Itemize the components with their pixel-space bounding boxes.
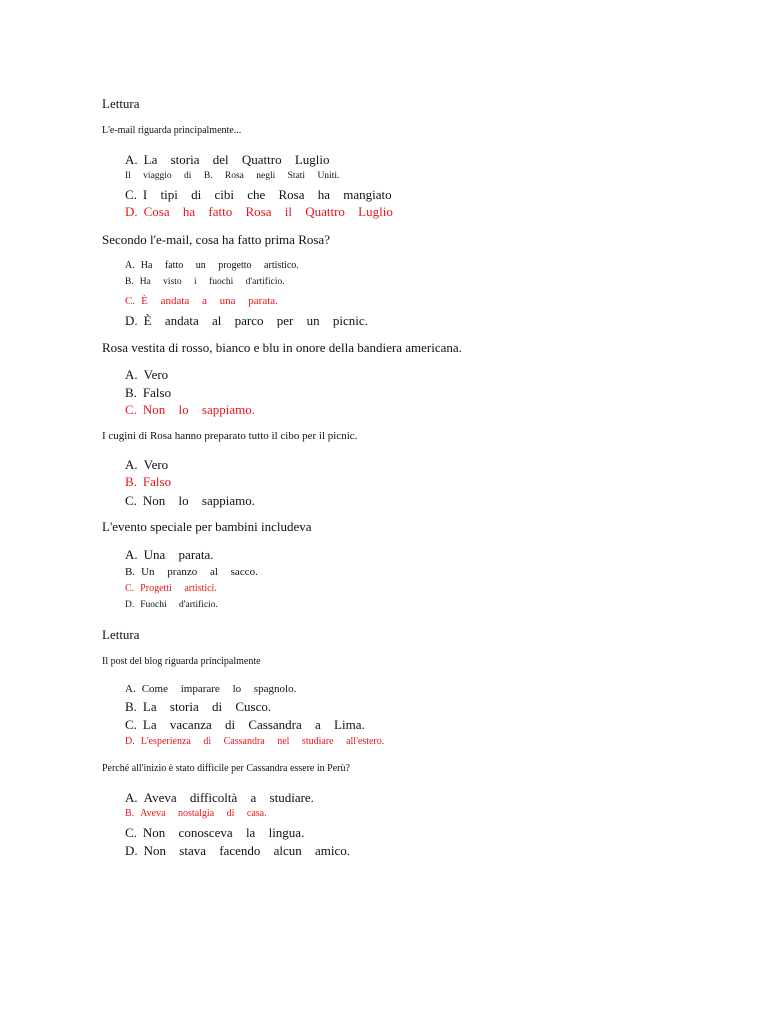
option-letter: C. xyxy=(125,717,137,732)
option-letter: D. xyxy=(125,600,135,610)
answer-option-correct xyxy=(125,402,255,418)
option-letter: A. xyxy=(125,683,136,695)
option-letter: A. xyxy=(125,152,138,167)
option-text: Fuochi d'artificio. xyxy=(140,600,218,610)
answer-option xyxy=(125,566,258,578)
option-text: La storia del Quattro Luglio xyxy=(143,152,330,167)
option-text: Non conosceva la lingua. xyxy=(142,825,305,840)
option-text: È andata al parco per un picnic. xyxy=(143,313,368,328)
option-text: Progetti artistici. xyxy=(140,583,217,594)
answer-option xyxy=(125,260,299,271)
option-text: Non lo sappiamo. xyxy=(142,493,255,508)
question-text: Perché all'inizio è stato difficile per Cassandra essere in Perù? xyxy=(102,763,350,774)
option-letter: B. xyxy=(125,699,137,714)
option-text: Cosa ha fatto Rosa il Quattro Luglio xyxy=(143,204,393,219)
question-text: Secondo l'e-mail, cosa ha fatto prima Rosa? xyxy=(102,232,330,247)
option-letter: B. xyxy=(125,385,137,400)
answer-option xyxy=(125,367,168,383)
answer-option-correct xyxy=(125,736,384,747)
question-text: Il post del blog riguarda principalmente xyxy=(102,656,261,667)
answer-option-correct xyxy=(125,474,171,490)
answer-option xyxy=(125,152,330,168)
option-letter: B. xyxy=(125,474,137,489)
answer-option xyxy=(125,385,171,401)
option-letter: D. xyxy=(125,736,135,747)
option-text: Aveva nostalgia di casa. xyxy=(140,808,267,819)
answer-option xyxy=(125,171,339,181)
answer-option xyxy=(125,699,271,715)
option-letter: A. xyxy=(125,457,138,472)
option-text: Non lo sappiamo. xyxy=(142,402,255,417)
option-text: Il viaggio di B. Rosa negli Stati Uniti. xyxy=(125,171,340,181)
option-text: Ha fatto un progetto artistico. xyxy=(140,260,299,271)
answer-option xyxy=(125,717,365,733)
question-text: L'e-mail riguarda principalmente... xyxy=(102,125,242,136)
question-text: I cugini di Rosa hanno preparato tutto il cibo per il picnic. xyxy=(102,430,358,442)
option-letter: D. xyxy=(125,843,138,858)
answer-option xyxy=(125,547,214,563)
option-text: Una parata. xyxy=(143,547,214,562)
answer-option xyxy=(125,187,392,203)
option-text: Aveva difficoltà a studiare. xyxy=(143,790,314,805)
option-text: La vacanza di Cassandra a Lima. xyxy=(142,717,365,732)
option-letter: A. xyxy=(125,367,138,382)
section-heading: Lettura xyxy=(102,96,140,111)
option-letter: A. xyxy=(125,260,135,271)
question-text: L'evento speciale per bambini includeva xyxy=(102,519,312,534)
option-letter: D. xyxy=(125,313,138,328)
option-text: Falso xyxy=(142,474,172,489)
option-letter: B. xyxy=(125,808,135,819)
option-letter: B. xyxy=(125,277,134,287)
option-letter: C. xyxy=(125,493,137,508)
section-heading: Lettura xyxy=(102,627,140,642)
answer-option xyxy=(125,683,296,695)
option-letter: A. xyxy=(125,790,138,805)
option-letter: D. xyxy=(125,204,138,219)
answer-option xyxy=(125,600,218,610)
answer-option-correct xyxy=(125,808,267,819)
option-text: La storia di Cusco. xyxy=(142,699,272,714)
answer-option xyxy=(125,277,285,287)
option-text: Vero xyxy=(143,457,169,472)
answer-option xyxy=(125,493,255,509)
option-letter: C. xyxy=(125,402,137,417)
option-text: Non stava facendo alcun amico. xyxy=(143,843,351,858)
answer-option xyxy=(125,313,368,329)
option-text: L'esperienza di Cassandra nel studiare all'estero. xyxy=(140,736,385,747)
answer-option xyxy=(125,457,168,473)
answer-option-correct xyxy=(125,295,278,307)
option-letter: C. xyxy=(125,187,137,202)
question-text: Rosa vestita di rosso, bianco e blu in onore della bandiera americana. xyxy=(102,340,462,355)
option-text: Come imparare lo spagnolo. xyxy=(141,683,297,695)
option-text: Falso xyxy=(142,385,172,400)
option-text: È andata a una parata. xyxy=(141,295,278,307)
option-text: Vero xyxy=(143,367,169,382)
option-text: Un pranzo al sacco. xyxy=(141,566,258,578)
option-letter: C. xyxy=(125,825,137,840)
option-letter: A. xyxy=(125,547,138,562)
answer-option xyxy=(125,790,314,806)
option-text: I tipi di cibi che Rosa ha mangiato xyxy=(142,187,392,202)
answer-option-correct xyxy=(125,583,217,594)
option-text: Ha visto i fuochi d'artificio. xyxy=(139,277,285,287)
option-letter: C. xyxy=(125,295,136,307)
option-letter: B. xyxy=(125,566,136,578)
answer-option xyxy=(125,843,350,859)
answer-option-correct xyxy=(125,204,393,220)
option-letter: C. xyxy=(125,583,135,594)
answer-option xyxy=(125,825,304,841)
